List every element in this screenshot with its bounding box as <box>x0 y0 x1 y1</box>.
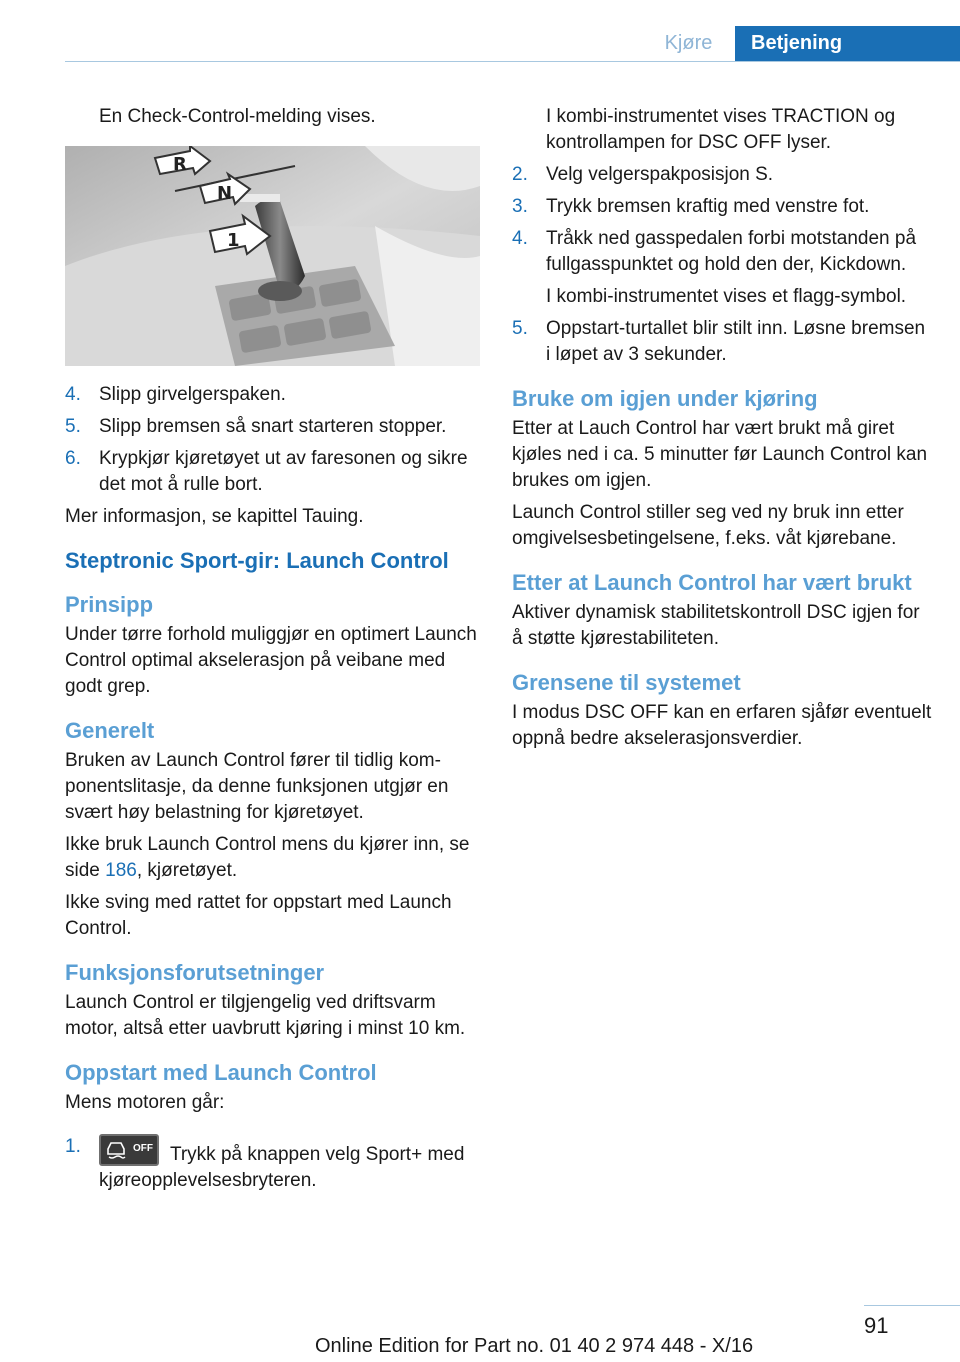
page-number: 91 <box>864 1313 889 1338</box>
list-item <box>512 316 932 368</box>
right-column <box>512 104 932 758</box>
intro-text: En Check-Control-melding vises. <box>99 106 376 127</box>
heading-launch-control: Steptronic Sport-gir: Launch Control <box>65 548 449 573</box>
heading-prerequisites: Funksjonsforutsetninger <box>65 960 325 985</box>
limits-text: I modus DSC OFF kan en erfaren sjåfør eventuelt oppnå bedre akselerasjonsverdier. <box>512 702 932 749</box>
heading-after-use: Etter at Launch Control har vært brukt <box>512 570 912 595</box>
list-item <box>65 1134 480 1194</box>
dsc-off-button-icon <box>99 1134 159 1166</box>
heading-reuse: Bruke om igjen under kjøring <box>512 386 818 411</box>
after-use-text: Aktiver dynamisk stabilitetskontroll DSC igjen for å støtte kjørestabiliteten. <box>512 602 920 649</box>
left-column <box>65 104 480 1200</box>
step-number: 6. <box>65 448 81 469</box>
list-item <box>65 382 480 408</box>
step-text: Velg velgerspakposisjon S. <box>546 164 774 185</box>
heading-limits: Grensene til systemet <box>512 670 741 695</box>
step-text: Slipp bremsen så snart starteren stopper. <box>99 416 447 437</box>
step-text: Trykk bremsen kraftig med venstre fot. <box>546 196 870 217</box>
flag-symbol-note: I kombi-instrumentet vises et flagg-symbol. <box>546 286 907 307</box>
reuse-text-1: Etter at Lauch Control har vært brukt må giret kjøles ned i ca. 5 minutter før Launch Control kan brukes om igjen. <box>512 418 928 491</box>
gear-selector-illustration <box>65 146 480 366</box>
heading-general: Generelt <box>65 718 155 743</box>
step-number: 1. <box>65 1136 81 1157</box>
step-number: 5. <box>65 416 81 437</box>
step-number: 3. <box>512 196 528 217</box>
dsc-off-label: OFF <box>133 1143 153 1154</box>
general-text-2 <box>65 832 480 884</box>
step-text: Oppstart-turtallet blir stilt inn. Løsne bremsen i løpet av 3 sekunder. <box>546 318 926 365</box>
heading-start: Oppstart med Launch Control <box>65 1060 377 1085</box>
traction-text: I kombi-instrumentet vises TRACTION og kontrollampen for DSC OFF lyser. <box>546 106 896 153</box>
list-item <box>512 162 932 188</box>
header-tab-betjening[interactable]: Betjening <box>735 26 960 61</box>
step-text: Slipp girvelgerspaken. <box>99 384 286 405</box>
step-text: Krypkjør kjøretøyet ut av faresonen og sikre det mot å rulle bort. <box>99 448 468 495</box>
list-item <box>65 446 480 498</box>
general-text-2-b: , kjøretøyet. <box>136 860 238 881</box>
step-number: 5. <box>512 318 528 339</box>
general-text-1: Bruken av Launch Control fører til tidlig komponentslitasje, da denne funksjonen utgjør en svært høy belastning for kjøretøyet. <box>65 750 449 823</box>
footer-rule <box>864 1305 960 1306</box>
principle-text: Under tørre forhold muliggjør en optimert Launch Control optimal akselerasjon på veibane med godt grep. <box>65 624 477 697</box>
list-item <box>512 194 932 220</box>
header-rule <box>65 61 960 62</box>
step-text: Tråkk ned gasspedalen forbi motstanden på fullgasspunktet og hold den der, Kickdown. <box>546 228 917 275</box>
page-link-186[interactable]: 186 <box>105 860 137 881</box>
step-text: Trykk på knappen velg Sport+ med kjøreopplevelsesbryteren. <box>99 1144 465 1191</box>
illus-label-1: 1 <box>227 230 240 251</box>
step-number: 2. <box>512 164 528 185</box>
step-number: 4. <box>65 384 81 405</box>
header-tab-kjore[interactable]: Kjøre <box>664 32 713 54</box>
general-text-2-a: Ikke bruk Launch Control mens du kjører inn, se side <box>65 834 470 881</box>
list-item <box>65 414 480 440</box>
reuse-text-2: Launch Control stiller seg ved ny bruk inn etter omgivelsesbetingelsene, f.eks. våt kjørebane. <box>512 502 904 549</box>
illus-label-r: R <box>173 154 187 175</box>
start-intro: Mens motoren går: <box>65 1092 225 1113</box>
prereq-text: Launch Control er tilgjengelig ved driftsvarm motor, altså etter uavbrutt kjøring i minst 10 km. <box>65 992 466 1039</box>
more-info-text: Mer informasjon, se kapittel Tauing. <box>65 506 364 527</box>
list-item <box>512 226 932 278</box>
general-text-3: Ikke sving med rattet for oppstart med Launch Control. <box>65 892 452 939</box>
step-number: 4. <box>512 228 528 249</box>
heading-principle: Prinsipp <box>65 592 154 617</box>
edition-footer: Online Edition for Part no. 01 40 2 974 448 - X/16 <box>315 1335 754 1357</box>
illus-label-n: N <box>217 183 233 204</box>
